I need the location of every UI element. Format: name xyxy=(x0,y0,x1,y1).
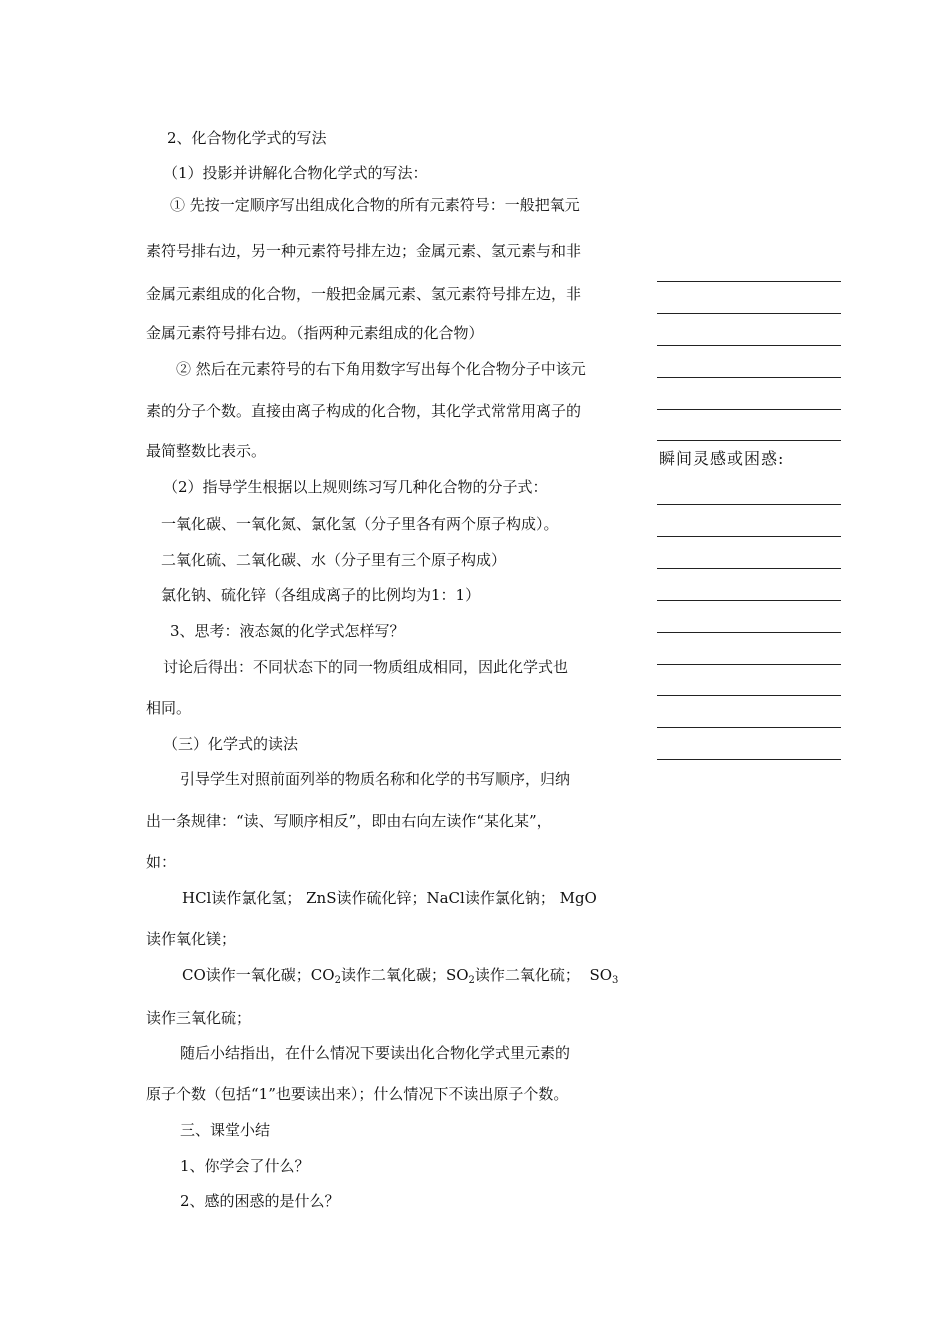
paragraph-line: 素符号排右边，另一种元素符号排左边；金属元素、氢元素与和非 xyxy=(146,242,582,260)
formula-so2-reading: 读作二氧化硫； xyxy=(474,966,590,984)
formula-so2: SO xyxy=(445,966,469,984)
paragraph-line: 相同。 xyxy=(146,699,192,717)
note-line xyxy=(657,536,841,537)
note-line xyxy=(657,727,841,728)
formula-co: CO读作一氧化碳； xyxy=(182,966,311,984)
section-heading-formula-writing: 2、化合物化学式的写法 xyxy=(167,129,327,147)
paragraph-line: 原子个数（包括“1”也要读出来）；什么情况下不读出原子个数。 xyxy=(146,1085,569,1103)
formula-co2: CO xyxy=(310,966,335,984)
paragraph-line: 如： xyxy=(146,853,177,871)
paragraph-line: 读作三氧化硫； xyxy=(146,1009,252,1027)
note-line xyxy=(657,632,841,633)
paragraph-line: 金属元素符号排右边。（指两种元素组成的化合物） xyxy=(146,324,484,342)
paragraph-line: （2）指导学生根据以上规则练习写几种化合物的分子式： xyxy=(163,478,548,496)
paragraph-line: 1、你学会了什么？ xyxy=(180,1157,310,1175)
note-line xyxy=(657,695,841,696)
subscript-2: 2 xyxy=(334,975,341,986)
section-heading-thinking: 3、思考：液态氮的化学式怎样写？ xyxy=(170,622,405,640)
note-line xyxy=(657,409,841,410)
sidebar-heading: 瞬间灵感或困惑: xyxy=(659,449,785,468)
note-line xyxy=(657,600,841,601)
example-line: HCl读作氯化氢； ZnS读作硫化锌；NaCl读作氯化钠； MgO xyxy=(182,889,597,907)
subscript-2: 2 xyxy=(468,975,475,986)
note-line xyxy=(657,568,841,569)
paragraph-line: 最简整数比表示。 xyxy=(146,442,267,460)
paragraph-line: 随后小结指出，在什么情况下要读出化合物化学式里元素的 xyxy=(180,1044,571,1062)
paragraph-line: （1）投影并讲解化合物化学式的写法： xyxy=(163,164,428,182)
note-line xyxy=(657,281,841,282)
note-line xyxy=(657,664,841,665)
paragraph-line: ② 然后在元素符号的右下角用数字写出每个化合物分子中该元 xyxy=(176,360,586,378)
formula-so3: SO xyxy=(589,966,613,984)
example-line-formulas xyxy=(182,965,618,991)
note-line xyxy=(657,504,841,505)
note-line xyxy=(657,759,841,760)
note-line xyxy=(657,345,841,346)
note-line xyxy=(657,440,841,441)
paragraph-line: 出一条规律：“读、写顺序相反”，即由右向左读作“某化某”， xyxy=(146,812,552,830)
paragraph-line: 讨论后得出：不同状态下的同一物质组成相同，因此化学式也 xyxy=(163,658,569,676)
paragraph-line: ① 先按一定顺序写出组成化合物的所有元素符号：一般把氧元 xyxy=(170,196,580,214)
paragraph-line: 氯化钠、硫化锌（各组成离子的比例均为1：1） xyxy=(161,586,481,604)
paragraph-line: 二氧化硫、二氧化碳、水（分子里有三个原子构成） xyxy=(161,551,507,569)
paragraph-line: 一氧化碳、一氧化氮、氯化氢（分子里各有两个原子构成）。 xyxy=(161,515,559,533)
note-line xyxy=(657,377,841,378)
paragraph-line: 2、感的困惑的是什么？ xyxy=(180,1192,340,1210)
subscript-3: 3 xyxy=(612,975,619,986)
note-line xyxy=(657,313,841,314)
formula-co2-reading: 读作二氧化碳； xyxy=(340,966,446,984)
section-heading-summary: 三、课堂小结 xyxy=(180,1121,271,1139)
paragraph-line: 素的分子个数。直接由离子构成的化合物，其化学式常常用离子的 xyxy=(146,402,582,420)
section-heading-reading: （三）化学式的读法 xyxy=(163,735,299,753)
paragraph-line: 引导学生对照前面列举的物质名称和化学的书写顺序，归纳 xyxy=(180,770,571,788)
paragraph-line: 读作氧化镁； xyxy=(146,930,237,948)
paragraph-line: 金属元素组成的化合物，一般把金属元素、氢元素符号排左边，非 xyxy=(146,285,582,303)
